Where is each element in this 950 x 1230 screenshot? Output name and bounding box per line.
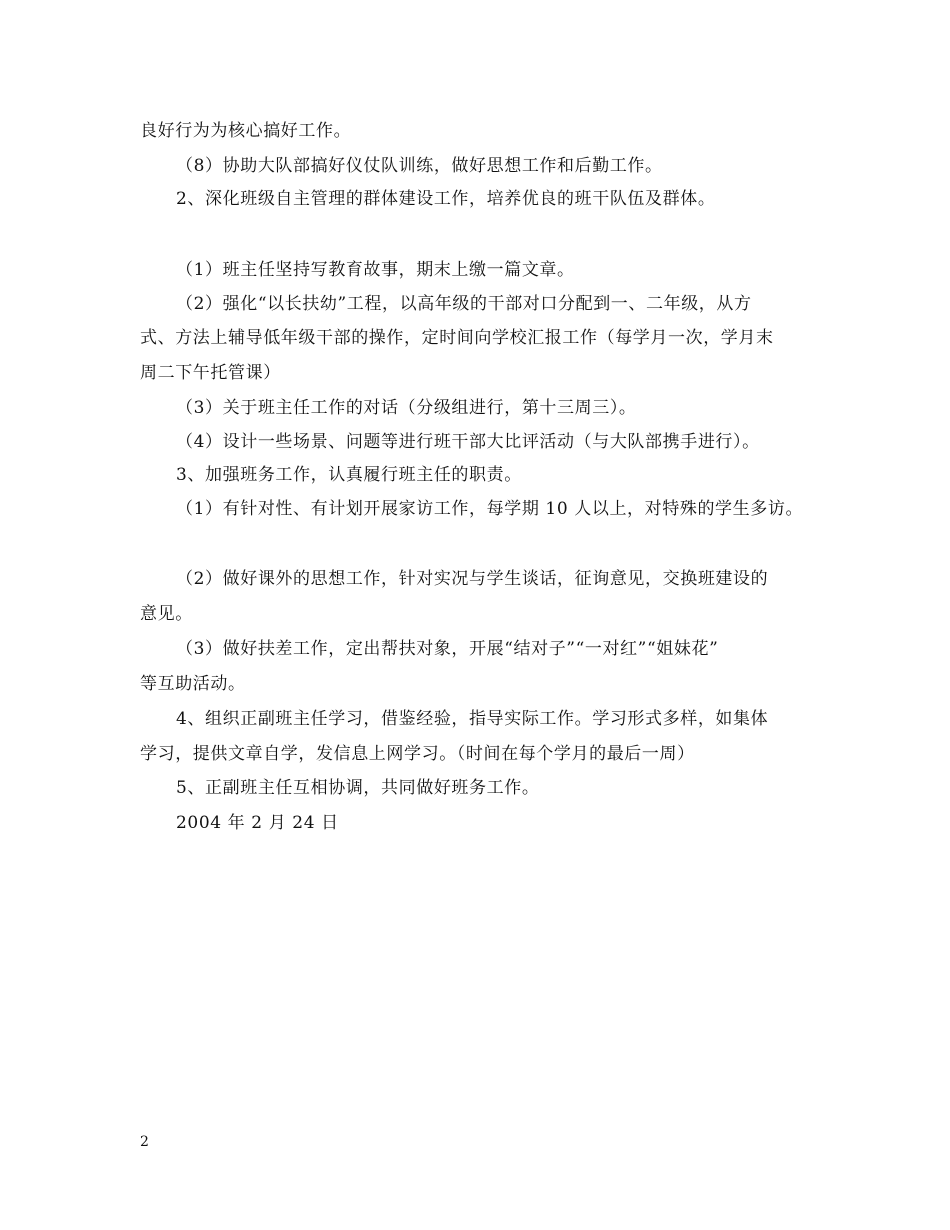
section-heading-4: 4、组织正副班主任学习，借鉴经验，指导实际工作。学习形式多样，如集体 [176, 709, 769, 729]
section-heading-3: 3、加强班务工作，认真履行班主任的职责。 [176, 465, 522, 485]
section-heading-2: 2、深化班级自主管理的群体建设工作，培养优良的班干队伍及群体。 [176, 189, 716, 209]
body-text-line: 式、方法上辅导低年级干部的操作，定时间向学校汇报工作（每学月一次，学月末 [140, 328, 774, 348]
page-number: 2 [140, 1134, 149, 1150]
list-item-4: （4）设计一些场景、问题等进行班干部大比评活动（与大队部携手进行）。 [176, 432, 760, 452]
body-text-line: 意见。 [140, 604, 193, 624]
list-item-2: （2）强化“以长扶幼”工程，以高年级的干部对口分配到一、二年级，从方 [176, 294, 752, 314]
list-item-3: （3）关于班主任工作的对话（分级组进行，第十三周三）。 [176, 398, 637, 418]
section-heading-5: 5、正副班主任互相协调，共同做好班务工作。 [176, 778, 540, 798]
list-item-1: （1）有针对性、有计划开展家访工作，每学期 10 人以上，对特殊的学生多访。 [176, 499, 804, 519]
list-item-8: （8）协助大队部搞好仪仗队训练，做好思想工作和后勤工作。 [176, 156, 663, 176]
body-text-line: 良好行为为核心搞好工作。 [140, 121, 352, 141]
body-text-line: 学习，提供文章自学，发信息上网学习。（时间在每个学月的最后一周） [140, 744, 695, 764]
body-text-line: 周二下午托管课） [140, 363, 281, 383]
list-item-2: （2）做好课外的思想工作，针对实况与学生谈话，征询意见，交换班建设的 [176, 569, 769, 589]
body-text-line: 等互助活动。 [140, 674, 246, 694]
list-item-3: （3）做好扶差工作，定出帮扶对象，开展“结对子”“一对红”“姐妹花” [176, 639, 719, 659]
list-item-1: （1）班主任坚持写教育故事，期末上缴一篇文章。 [176, 260, 575, 280]
document-date: 2004 年 2 月 24 日 [176, 813, 339, 833]
